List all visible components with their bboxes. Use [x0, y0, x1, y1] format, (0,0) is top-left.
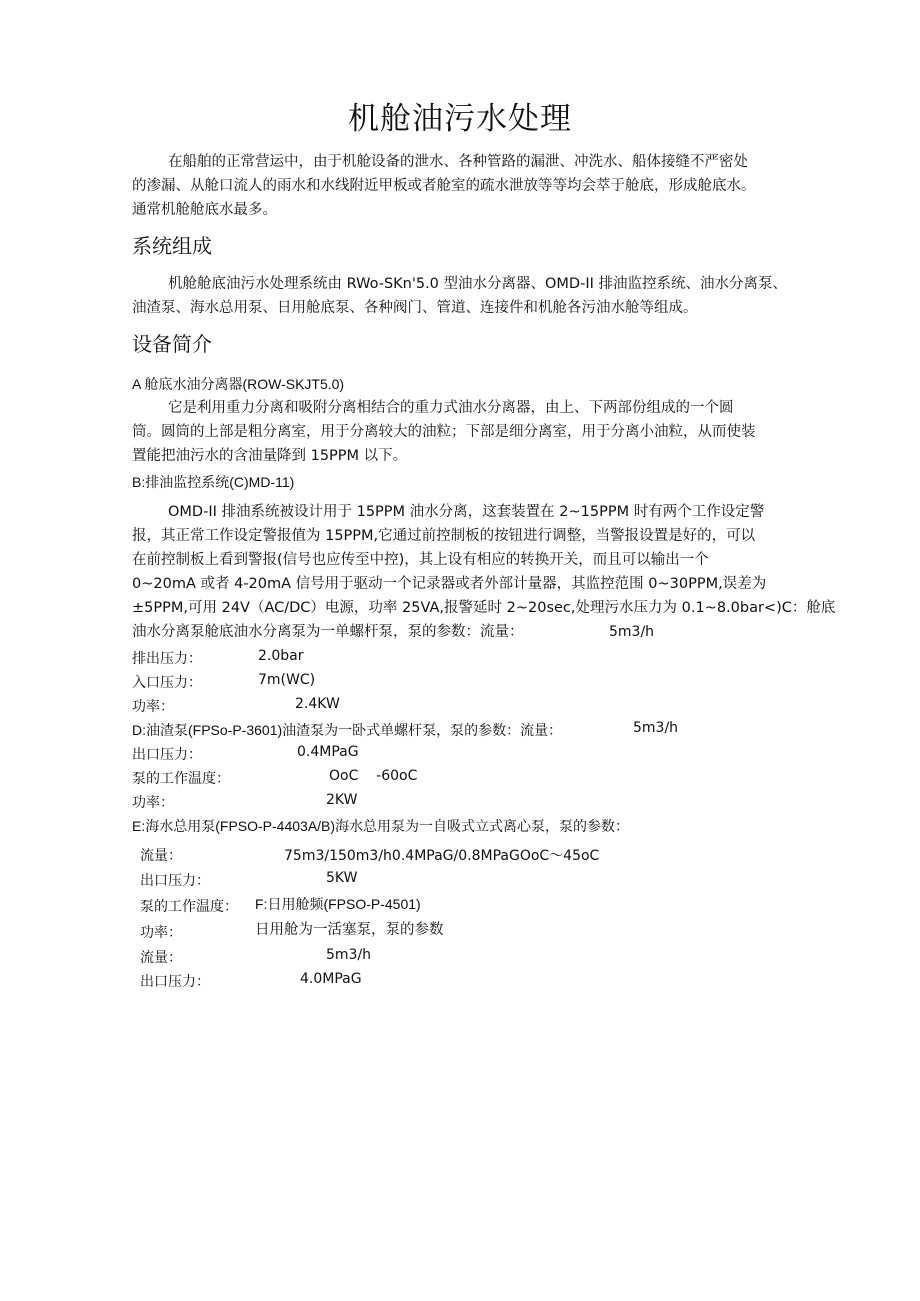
system-line: 油渣泵、海水总用泵、日用舱底泵、各种阀门、管道、连接件和机舱各污油水舱等组成。 [132, 300, 698, 316]
item-e-label: 出口压力： [140, 974, 210, 990]
item-b-line: 油水分离泵舱底油水分离泵为一单螺杆泵，泵的参数：流量： [132, 624, 524, 640]
page-title: 机舱油污水处理 [348, 101, 572, 137]
item-e-label: 泵的工作温度： [140, 899, 238, 915]
item-c-value: 7m(WC) [258, 672, 316, 688]
item-f-description: 日用舱为一活塞泵，泵的参数 [255, 922, 444, 938]
item-d-title: D:油渣泵(FPSo-P-3601)油渣泵为一卧式单螺杆泵，泵的参数：流量： [132, 722, 563, 738]
item-f-title: F:日用舱频(FPSO-P-4501) [255, 896, 421, 912]
item-d-label: 出口压力： [132, 747, 202, 763]
item-f-pressure-value: 4.0MPaG [300, 971, 362, 987]
item-b-line: 报，其正常工作设定警报值为 15PPM,它通过前控制板的按钮进行调整，当警报设置是好的，可以 [132, 528, 756, 544]
item-a-line: 置能把油污水的含油量降到 15PPM 以下。 [132, 448, 408, 464]
item-c-value: 2.0bar [258, 648, 304, 664]
item-b-line: OMD-II 排油系统被设计用于 15PPM 油水分离，这套装置在 2~15PPM 时有两个工作设定警 [168, 504, 765, 520]
intro-line: 的渗漏、从舱口流人的雨水和水线附近甲板或者舱室的疏水泄放等等均会萃于舱底，形成舱底水。 [132, 178, 756, 194]
item-b-line: 在前控制板上看到警报(信号也应传至中控)，其上设有相应的转换开关，而且可以输出一个 [132, 552, 709, 568]
item-d-value: 0.4MPaG [297, 744, 359, 760]
item-e-label: 流量： [140, 950, 182, 966]
item-c-label: 入口压力： [132, 675, 202, 691]
item-e-title: E:海水总用泵(FPSO-P-4403A/B)海水总用泵为一自吸式立式离心泵，泵的参数： [132, 818, 630, 834]
item-b-line: 0~20mA 或者 4-20mA 信号用于驱动一个记录器或者外部计量器，其监控范围 0~30PPM,误差为 [132, 576, 767, 592]
item-a-line: 筒。圆筒的上部是粗分离室，用于分离较大的油粒；下部是细分离室，用于分离小油粒，从而使装 [132, 424, 756, 440]
item-c-label: 排出压力： [132, 651, 202, 667]
item-e-label: 出口压力： [140, 873, 210, 889]
item-c-value: 2.4KW [295, 696, 340, 712]
item-c-flow-value: 5m3∕h [609, 624, 655, 640]
item-e-label: 流量： [140, 848, 182, 864]
item-e-label: 功率： [140, 925, 182, 941]
intro-line: 通常机舱舱底水最多。 [132, 202, 277, 218]
item-d-label: 泵的工作温度： [132, 771, 230, 787]
system-line: 机舱舱底油污水处理系统由 RWo-SKn'5.0 型油水分离器、OMD-II 排油监控系统、油水分离泵、 [168, 276, 787, 292]
item-b-title: B:排油监控系统(C)MD-11) [132, 474, 295, 490]
item-e-power-value: 5KW [326, 870, 358, 886]
item-a-title: A 舱底水油分离器(ROW-SKJT5.0) [132, 376, 345, 392]
item-f-flow-value: 5m3∕h [326, 947, 372, 963]
section-heading-system: 系统组成 [132, 234, 212, 258]
item-a-paragraph [132, 396, 800, 468]
item-b-line: ±5PPM,可用 24V（AC/DC）电源，功率 25VA,报警延时 2~20sec,处理污水压力为 0.1~8.0bar<)C：舱底 [132, 600, 836, 616]
item-b-paragraph [132, 500, 836, 644]
section-heading-equipment: 设备简介 [132, 332, 212, 356]
item-c-label: 功率： [132, 699, 174, 715]
intro-line: 在船舶的正常营运中，由于机舱设备的泄水、各种管路的漏泄、冲洗水、船体接缝不严密处 [168, 154, 748, 170]
intro-paragraph [132, 150, 800, 222]
system-paragraph [132, 272, 800, 320]
item-d-value: 2KW [326, 792, 358, 808]
item-d-flow-value: 5m3∕h [633, 720, 679, 736]
item-d-value: OoC -60oC [329, 768, 418, 784]
item-e-flow-value: 75m3∕150m3∕h0.4MPaG/0.8MPaGOoC～45oC [284, 848, 600, 864]
item-d-label: 功率： [132, 795, 174, 811]
item-a-line: 它是利用重力分离和吸附分离相结合的重力式油水分离器，由上、下两部份组成的一个圆 [168, 400, 734, 416]
